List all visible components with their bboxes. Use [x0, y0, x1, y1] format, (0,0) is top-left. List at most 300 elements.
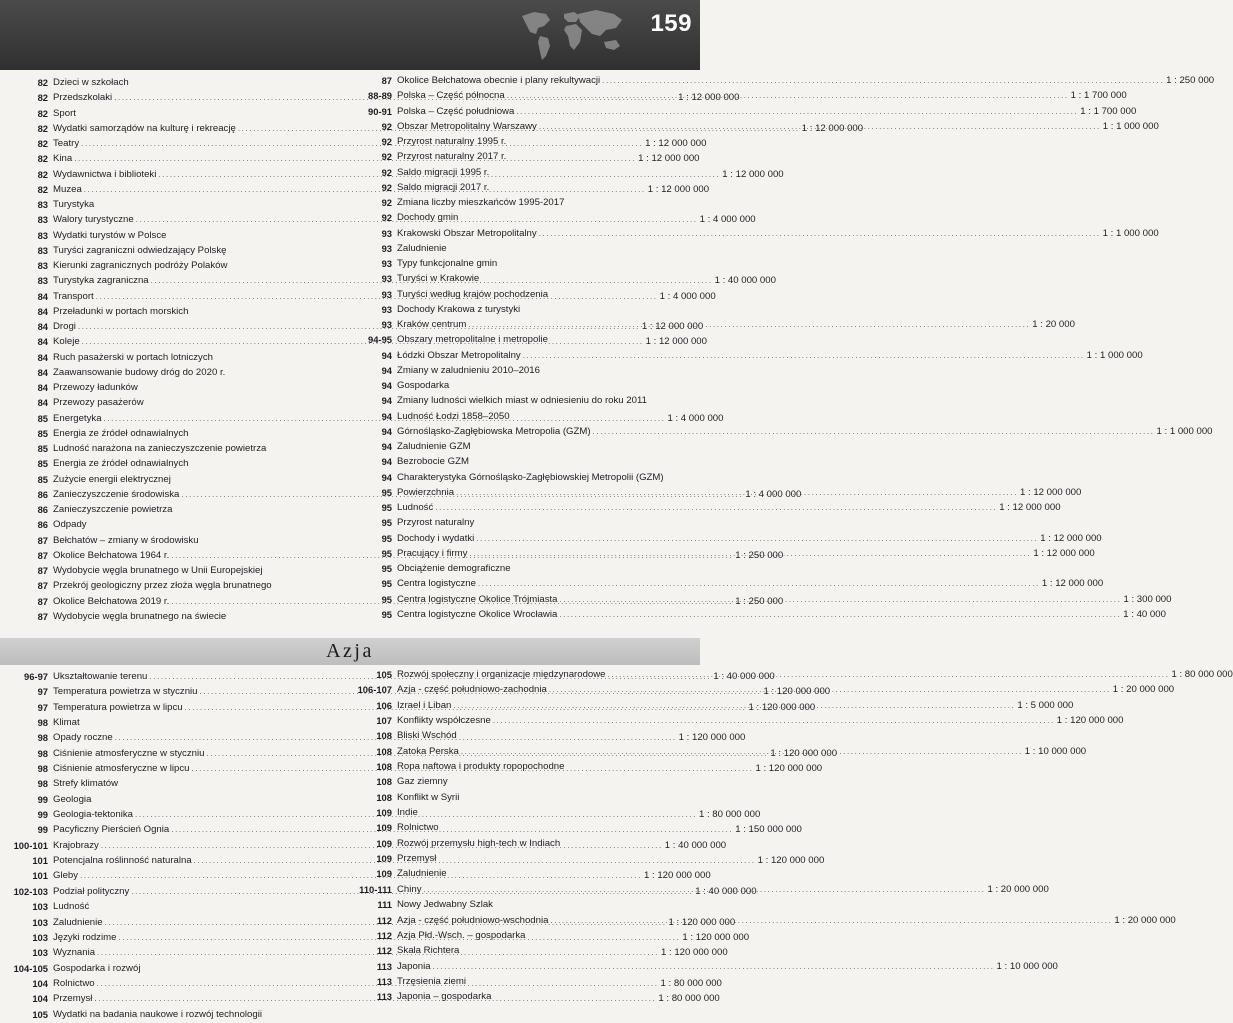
index-entry[interactable]: [352, 73, 1215, 88]
entry-page-number: 82: [37, 107, 48, 119]
entry-page-number: 98: [37, 747, 48, 759]
entry-page-number: 95: [381, 502, 392, 513]
entry-title: Bezrobocie GZM: [397, 456, 469, 468]
entry-title: Charakterystyka Górnośląsko-Zagłębiowskiej Metropolii (GZM): [397, 471, 664, 483]
entry-title: Rozwój przemysłu high-tech w Indiach: [397, 837, 561, 849]
index-entry[interactable]: [352, 256, 682, 271]
dot-leader: [454, 485, 1020, 500]
entry-page-number: 83: [37, 244, 48, 256]
entry-title: Obszar Metropolitalny Warszawy: [397, 120, 537, 132]
entry-page-number: 82: [37, 183, 48, 195]
entry-title: Energia ze źródeł odnawialnych: [53, 427, 189, 439]
dot-leader: [548, 913, 1114, 928]
entry-title: Skala Richtera: [397, 945, 460, 957]
entry-page-number: 108: [376, 776, 392, 788]
index-entry[interactable]: [352, 728, 682, 743]
entry-scale: 1 : 20 000: [1032, 319, 1075, 330]
index-entry[interactable]: [352, 866, 682, 881]
entry-page-number: 82: [37, 138, 48, 149]
index-entry[interactable]: [352, 607, 1166, 622]
entry-page-number: 111: [377, 899, 392, 911]
entry-scale: 1 : 120 000 000: [678, 732, 746, 744]
index-entry[interactable]: [352, 439, 682, 454]
index-entry[interactable]: [352, 774, 682, 789]
entry-scale: 1 : 1 000 000: [1086, 349, 1143, 361]
index-entry[interactable]: [6, 1007, 336, 1022]
entry-title: Gospodarka: [397, 380, 450, 391]
entry-scale: 1 : 40 000 000: [713, 671, 775, 682]
entry-title: Trzęsienia ziemi: [397, 975, 466, 987]
dot-leader: [431, 959, 997, 974]
entry-title: Przemysł: [53, 993, 93, 1005]
entry-scale: 1 : 120 000 000: [668, 916, 736, 928]
index-entry[interactable]: [6, 380, 336, 395]
entry-page-number: 94: [381, 471, 392, 483]
entry-title: Saldo migracji 2017 r.: [397, 181, 490, 193]
index-entry[interactable]: [352, 943, 682, 958]
index-entry[interactable]: [352, 959, 1058, 974]
index-entry[interactable]: [352, 195, 682, 210]
entry-scale: 1 : 12 000 000: [801, 122, 864, 134]
entry-scale: 1 : 150 000 000: [735, 824, 802, 836]
entry-page-number: 98: [37, 732, 48, 744]
entry-title: Konflikty współczesne: [397, 715, 491, 727]
entry-scale: 1 : 12 000 000: [641, 321, 704, 332]
entry-scale: 1 : 250 000: [735, 595, 784, 607]
entry-page-number: 108: [376, 730, 392, 742]
entry-title: Zatoka Perska: [397, 745, 459, 757]
dot-leader: [433, 500, 999, 515]
entry-page-number: 109: [376, 822, 392, 834]
index-entry[interactable]: [6, 502, 336, 517]
entry-scale: 1 : 12 000 000: [678, 92, 740, 104]
entry-title: Geologia-tektonika: [53, 809, 133, 821]
entry-title: Powierzchnia: [397, 486, 455, 498]
dot-leader: [514, 104, 1080, 119]
dot-leader: [476, 576, 1042, 591]
entry-scale: 1 : 120 000 000: [644, 870, 711, 882]
entry-page-number: 87: [37, 580, 48, 592]
entry-page-number: 94: [381, 364, 392, 376]
entry-page-number: 112: [376, 929, 392, 941]
entry-scale: 1 : 12 000 000: [1033, 547, 1095, 559]
entry-title: Teatry: [53, 138, 80, 149]
entry-page-number: 87: [37, 534, 48, 546]
index-entry[interactable]: [352, 454, 682, 469]
entry-title: Turystyka: [53, 199, 95, 210]
entry-title: Temperatura powietrza w lipcu: [53, 701, 183, 713]
index-entry[interactable]: [6, 578, 336, 593]
entry-page-number: 113: [376, 960, 392, 972]
entry-title: Kierunki zagranicznych podróży Polaków: [53, 260, 228, 271]
entry-title: Kina: [53, 153, 73, 165]
entry-page-number: 108: [376, 791, 392, 803]
dot-leader: [491, 713, 1057, 728]
index-entry[interactable]: [352, 836, 682, 851]
entry-title: Centra logistyczne Okolice Wrocławia: [397, 608, 558, 620]
entry-page-number: 82: [37, 92, 48, 104]
entry-page-number: 87: [37, 549, 48, 561]
entry-scale: 1 : 20 000 000: [1114, 914, 1176, 926]
index-entry[interactable]: [6, 350, 336, 365]
entry-page-number: 87: [37, 610, 48, 622]
entry-title: Sport: [53, 107, 76, 119]
entry-title: Azja - część południowo-wschodnia: [397, 914, 549, 926]
index-entry[interactable]: [352, 409, 682, 424]
entry-scale: 1 : 12 000 000: [1020, 486, 1082, 498]
index-entry[interactable]: [352, 271, 682, 286]
index-entry[interactable]: [352, 759, 682, 774]
entry-page-number: 85: [37, 412, 48, 424]
index-entry[interactable]: [6, 609, 336, 624]
entry-title: Ciśnienie atmosferyczne w styczniu: [53, 747, 205, 759]
entry-page-number: 84: [37, 321, 48, 332]
entry-title: Przeładunki w portach morskich: [53, 305, 189, 317]
entry-title: Azja Płd.-Wsch. – gospodarka: [397, 929, 526, 941]
entry-page-number: 92: [381, 212, 392, 224]
entry-title: Przedszkolaki: [53, 92, 113, 104]
entry-title: Okolice Bełchatowa obecnie i plany rekultywacji: [397, 75, 601, 86]
index-entry[interactable]: [352, 378, 682, 393]
entry-page-number: 101: [32, 855, 48, 867]
index-entry[interactable]: [6, 961, 336, 976]
index-entry[interactable]: [6, 258, 336, 273]
entry-page-number: 82: [37, 168, 48, 180]
index-entry[interactable]: [352, 561, 682, 576]
entry-page-number: 94: [381, 441, 392, 452]
index-entry[interactable]: [6, 243, 336, 258]
entry-title: Dochody i wydatki: [397, 532, 475, 544]
entry-scale: 1 : 12 000 000: [647, 183, 710, 195]
index-entry[interactable]: [352, 287, 682, 302]
header-band: [0, 0, 700, 70]
entry-page-number: 93: [381, 303, 392, 315]
entry-title: Strefy klimatów: [53, 778, 119, 790]
index-entry[interactable]: [6, 899, 336, 914]
entry-title: Górnośląsko-Zagłębiowska Metropolia (GZM): [397, 425, 591, 437]
entry-title: Wydobycie węgla brunatnego w Unii Europejskiej: [53, 565, 263, 576]
entry-page-number: 95: [381, 608, 392, 620]
dot-leader: [451, 698, 1017, 713]
index-entry[interactable]: [352, 180, 682, 195]
entry-title: Języki rodzime: [53, 931, 117, 943]
entry-page-number: 112: [376, 945, 392, 957]
entry-page-number: 94: [381, 410, 392, 422]
entry-page-number: 103: [32, 947, 48, 959]
entry-title: Zaludnienie: [53, 916, 103, 928]
entry-title: Konflikt w Syrii: [397, 791, 460, 803]
index-entry[interactable]: [6, 228, 336, 243]
entry-page-number: 94: [381, 395, 392, 407]
entry-page-number: 95: [381, 593, 392, 605]
entry-page-number: 108: [376, 761, 392, 773]
index-entry[interactable]: [352, 713, 1124, 728]
entry-title: Walory turystyczne: [53, 214, 134, 226]
index-entry[interactable]: [6, 106, 336, 121]
index-entry[interactable]: [352, 974, 682, 989]
index-entry[interactable]: [6, 563, 336, 578]
dot-leader: [422, 882, 988, 897]
index-entry[interactable]: [352, 393, 682, 408]
entry-page-number: 85: [37, 458, 48, 470]
entry-scale: 1 : 12 000 000: [999, 502, 1061, 513]
index-entry[interactable]: [352, 851, 682, 866]
section-title-azja: Azja: [326, 640, 374, 662]
index-entry[interactable]: [352, 317, 1075, 332]
entry-title: Wydatki samorządów na kulturę i rekreację: [53, 122, 236, 134]
index-entry[interactable]: [352, 576, 1104, 591]
index-entry[interactable]: [6, 533, 336, 548]
entry-title: Rolnictwo: [53, 977, 95, 989]
entry-title: Zaawansowanie budowy dróg do 2020 r.: [53, 366, 226, 378]
entry-page-number: 85: [37, 473, 48, 485]
entry-title: Krakowski Obszar Metropolitalny: [397, 227, 537, 239]
entry-title: Centra logistyczne Okolice Trójmiasta: [397, 593, 558, 605]
entry-title: Gospodarka i rozwój: [53, 962, 141, 974]
entry-scale: 1 : 5 000 000: [1017, 699, 1074, 711]
entry-page-number: 83: [37, 229, 48, 241]
entry-scale: 1 : 1 700 000: [1080, 105, 1137, 117]
entry-title: Polska – Część północna: [397, 90, 505, 102]
entry-scale: 1 : 4 000 000: [659, 290, 716, 302]
entry-page-number: 95: [381, 547, 392, 559]
entry-title: Indie: [397, 807, 418, 819]
index-entry[interactable]: [352, 348, 1143, 363]
entry-page-number: 94-95: [368, 334, 392, 346]
index-entry[interactable]: [6, 792, 336, 807]
entry-page-number: 84: [37, 397, 48, 409]
entry-title: Pracujący i firmy: [397, 547, 468, 559]
entry-page-number: 84: [37, 382, 48, 393]
dot-leader: [600, 73, 1166, 88]
entry-page-number: 103: [32, 901, 48, 913]
entry-scale: 1 : 40 000 000: [695, 885, 757, 897]
entry-title: Ukształtowanie terenu: [53, 671, 148, 682]
entry-page-number: 99: [37, 809, 48, 821]
entry-title: Przekrój geologiczny przez złoża węgla brunatnego: [53, 580, 272, 592]
entry-page-number: 98: [37, 763, 48, 775]
entry-title: Koleje: [53, 336, 80, 348]
entry-page-number: 93: [381, 227, 392, 239]
entry-scale: 1 : 80 000 000: [658, 993, 720, 1005]
entry-title: Dochody gmin: [397, 212, 459, 224]
dot-leader: [537, 226, 1103, 241]
entry-page-number: 93: [381, 258, 392, 269]
entry-page-number: 83: [37, 260, 48, 271]
entry-scale: 1 : 1 700 000: [1070, 90, 1127, 102]
entry-page-number: 99: [37, 793, 48, 805]
entry-title: Przyrost naturalny 1995 r.: [397, 136, 507, 147]
index-entry[interactable]: [352, 134, 682, 149]
index-entry[interactable]: [6, 715, 336, 730]
entry-scale: 1 : 300 000: [1123, 593, 1172, 605]
entry-title: Rolnictwo: [397, 822, 439, 834]
dot-leader: [466, 317, 1032, 332]
entry-scale: 1 : 20 000 000: [1112, 684, 1175, 696]
index-entry[interactable]: [352, 515, 682, 530]
entry-title: Zmiany ludności wielkich miast w odniesieniu do roku 2011: [397, 395, 647, 407]
entry-title: Energia ze źródeł odnawialnych: [53, 458, 189, 470]
entry-page-number: 94: [381, 349, 392, 361]
index-entry[interactable]: [352, 104, 1137, 119]
index-entry[interactable]: [352, 165, 682, 180]
entry-title: Bliski Wschód: [397, 730, 457, 742]
entry-page-number: 82: [37, 153, 48, 165]
entry-page-number: 102-103: [13, 885, 48, 897]
entry-page-number: 107: [376, 715, 392, 727]
index-entry[interactable]: [352, 500, 1061, 515]
index-entry[interactable]: [352, 790, 682, 805]
index-entry[interactable]: [352, 363, 682, 378]
entry-page-number: 85: [37, 427, 48, 439]
index-entry[interactable]: [6, 304, 336, 319]
index-entry[interactable]: [6, 776, 336, 791]
entry-title: Drogi: [53, 321, 76, 332]
index-entry[interactable]: [6, 517, 336, 532]
dot-leader: [591, 424, 1157, 439]
entry-title: Przemysł: [397, 853, 437, 865]
index-entry[interactable]: [352, 424, 1213, 439]
entry-title: Okolice Bełchatowa 1964 r.: [53, 549, 170, 561]
index-entry[interactable]: [352, 989, 682, 1004]
entry-page-number: 95: [381, 578, 392, 590]
entry-page-number: 93: [381, 242, 392, 254]
entry-page-number: 92: [381, 120, 392, 132]
entry-title: Turyści w Krakowie: [397, 273, 480, 285]
entry-scale: 1 : 80 000 000: [1171, 669, 1233, 680]
dot-leader: [547, 682, 1113, 697]
entry-title: Ciśnienie atmosferyczne w lipcu: [53, 763, 190, 775]
entry-scale: 1 : 1 000 000: [1156, 425, 1213, 437]
entry-title: Kraków centrum: [397, 319, 467, 330]
entry-page-number: 83: [37, 214, 48, 226]
index-entry[interactable]: [352, 820, 682, 835]
entry-title: Ludność: [53, 901, 90, 913]
index-entry[interactable]: [352, 226, 1159, 241]
index-entry[interactable]: [352, 928, 682, 943]
entry-title: Dochody Krakowa z turystyki: [397, 303, 521, 315]
index-entry[interactable]: [6, 395, 336, 410]
entry-title: Energetyka: [53, 412, 102, 424]
entry-scale: 1 : 10 000 000: [996, 960, 1058, 972]
entry-title: Wyznania: [53, 947, 96, 959]
index-entry[interactable]: [352, 332, 682, 347]
entry-page-number: 104-105: [13, 962, 48, 974]
index-entry[interactable]: [6, 456, 336, 471]
entry-title: Polska – Część południowa: [397, 105, 515, 117]
entry-page-number: 97: [37, 686, 48, 698]
entry-scale: 1 : 12 000 000: [645, 138, 707, 149]
entry-title: Azja - część południowo-zachodnia: [397, 684, 547, 696]
entry-scale: 1 : 20 000 000: [987, 883, 1049, 895]
entry-scale: 1 : 120 000 000: [682, 931, 750, 943]
entry-page-number: 82: [37, 77, 48, 88]
entry-title: Gaz ziemny: [397, 776, 448, 788]
entry-scale: 1 : 12 000 000: [638, 153, 700, 165]
entry-page-number: 87: [381, 75, 392, 86]
entry-title: Geologia: [53, 793, 92, 805]
index-entry[interactable]: [352, 897, 682, 912]
entry-title: Ludność narażona na zanieczyszczenie powietrza: [53, 443, 267, 454]
index-entry[interactable]: [6, 426, 336, 441]
entry-scale: 1 : 80 000 000: [698, 809, 761, 821]
entry-title: Zanieczyszczenie powietrza: [53, 504, 173, 515]
entry-page-number: 99: [37, 824, 48, 836]
dot-leader: [521, 348, 1087, 363]
page-number: 159: [650, 10, 692, 37]
entry-scale: 1 : 1 000 000: [1102, 120, 1159, 132]
index-entry[interactable]: [352, 210, 682, 225]
entry-title: Izrael i Liban: [397, 699, 452, 711]
entry-page-number: 104: [32, 977, 48, 989]
index-entry[interactable]: [352, 805, 682, 820]
entry-page-number: 92: [381, 181, 392, 193]
entry-scale: 1 : 40 000 000: [664, 839, 727, 851]
entry-title: Typy funkcjonalne gmin: [397, 258, 498, 269]
entry-page-number: 82: [37, 122, 48, 134]
entry-page-number: 86: [37, 504, 48, 515]
entry-title: Przyrost naturalny 2017 r.: [397, 151, 507, 163]
entry-page-number: 113: [376, 991, 392, 1003]
entry-title: Centra logistyczne: [397, 578, 476, 590]
index-entry[interactable]: [352, 531, 1102, 546]
dot-leader: [558, 592, 1124, 607]
index-entry[interactable]: [6, 197, 336, 212]
index-entry[interactable]: [6, 441, 336, 456]
entry-title: Wydatki turystów w Polsce: [53, 229, 167, 241]
entry-title: Wydatki na badania naukowe i rozwój technologii: [53, 1008, 262, 1020]
entry-page-number: 83: [37, 275, 48, 287]
index-entry[interactable]: [352, 302, 682, 317]
index-entry[interactable]: [352, 470, 682, 485]
entry-page-number: 86: [37, 488, 48, 500]
entry-scale: 1 : 120 000 000: [763, 686, 831, 698]
dot-leader: [505, 88, 1071, 103]
index-entry[interactable]: [352, 149, 682, 164]
dot-leader: [537, 119, 1103, 134]
entry-title: Przyrost naturalny: [397, 517, 475, 529]
entry-title: Krajobrazy: [53, 839, 99, 851]
entry-title: Ludność: [397, 502, 434, 513]
entry-scale: 1 : 250 000: [735, 549, 784, 561]
entry-page-number: 109: [376, 853, 392, 865]
entry-page-number: 113: [376, 975, 392, 987]
entry-page-number: 84: [37, 366, 48, 378]
entry-scale: 1 : 80 000 000: [660, 977, 722, 989]
entry-title: Obciążenie demograficzne: [397, 563, 511, 574]
index-entry[interactable]: [6, 472, 336, 487]
entry-title: Japonia: [397, 960, 431, 972]
entry-page-number: 109: [376, 807, 392, 819]
dot-leader: [557, 607, 1123, 622]
entry-scale: 1 : 12 000 000: [722, 168, 784, 180]
entry-page-number: 93: [381, 273, 392, 285]
entry-title: Zmiany w zaludnieniu 2010–2016: [397, 364, 540, 376]
index-entry[interactable]: [6, 365, 336, 380]
entry-page-number: 106-107: [357, 684, 392, 696]
entry-scale: 1 : 4 000 000: [699, 214, 756, 226]
entry-page-number: 84: [37, 290, 48, 302]
entry-title: Podział polityczny: [53, 885, 130, 897]
entry-page-number: 94: [381, 456, 392, 468]
entry-scale: 1 : 4 000 000: [745, 488, 802, 500]
entry-page-number: 94: [381, 380, 392, 391]
entry-page-number: 92: [381, 136, 392, 147]
entry-page-number: 94: [381, 425, 392, 437]
index-entry[interactable]: [6, 75, 336, 90]
entry-page-number: 96-97: [24, 671, 48, 682]
index-entry[interactable]: [352, 241, 682, 256]
